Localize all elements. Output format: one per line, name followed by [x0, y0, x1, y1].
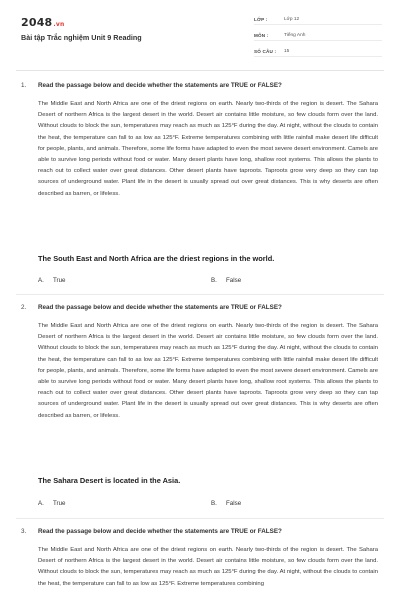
meta-value: Lớp 12 — [284, 16, 300, 22]
question-separator — [16, 294, 384, 295]
option-letter: A. — [38, 277, 44, 284]
reading-passage: The Middle East and North Africa are one of the driest regions on earth. Nearly two-thirds of the region is desert. The Sahara Desert of northern Africa is the largest desert in the world. Desert air contains little moisture, so few clouds form over the land. Without clouds to block the sun, temperatures may reach as much as 125°F during the day. At night, without the clouds to contain the heat, the temperature can fall to as low as 125°F. Extreme temperatures combining — [38, 547, 378, 587]
option-b[interactable] — [211, 277, 241, 284]
instruction-text: Read the passage below and decide whether the statements are TRUE or FALSE? — [38, 82, 282, 89]
question-instruction — [21, 304, 381, 311]
meta-row-class — [254, 14, 382, 25]
page-header — [0, 0, 400, 70]
question-separator — [16, 518, 384, 519]
logo-text: 2048 — [21, 16, 53, 29]
meta-value: 15 — [284, 48, 290, 54]
question-number: 1. — [21, 82, 27, 89]
meta-value: Tiếng Anh — [284, 32, 306, 38]
option-text: True — [53, 500, 66, 507]
question-instruction — [21, 82, 381, 89]
meta-row-count — [254, 46, 382, 57]
option-letter: B. — [211, 277, 217, 284]
meta-label: LỚP : — [254, 16, 268, 22]
meta-row-subject — [254, 30, 382, 41]
worksheet-meta — [254, 14, 382, 62]
meta-label: MÔN : — [254, 32, 269, 38]
option-letter: B. — [211, 500, 217, 507]
question-statement: The Sahara Desert is located in the Asia. — [38, 476, 181, 485]
option-text: True — [53, 277, 66, 284]
header-divider — [16, 70, 384, 71]
option-a[interactable] — [38, 500, 66, 507]
meta-label: SỐ CÂU : — [254, 48, 277, 54]
reading-passage: The Middle East and North Africa are one of the driest regions on earth. Nearly two-thirds of the region is desert. The Sahara Desert of northern Africa is the largest desert in the world. Desert air contains little moisture, so few clouds form over the land. Without clouds to block the sun, temperatures may reach as much as 125°F during the day. At night, without the clouds to contain the heat, the temperature can fall to as low as 125°F. Extreme temperatures combining with little rainfall make desert life difficult for people, plants, and animals. Therefore, some life forms have adapted to even the most severe desert environment. Camels are able to survive long periods without food or water. Many desert plants have long, shallow root systems. This allows the plants to reach out to collect water over great distances. Other desert plants have taproots. Taproots grow very deep so they can tap sources of underground water. Plant life in the desert is usually spread out over great distances. This is why deserts are often described as barren, or lifeless. — [38, 323, 378, 419]
option-letter: A. — [38, 500, 44, 507]
instruction-text: Read the passage below and decide whether the statements are TRUE or FALSE? — [38, 304, 282, 311]
reading-passage: The Middle East and North Africa are one of the driest regions on earth. Nearly two-thirds of the region is desert. The Sahara Desert of northern Africa is the largest desert in the world. Desert air contains little moisture, so few clouds form over the land. Without clouds to block the sun, temperatures may reach as much as 125°F during the day. At night, without the clouds to contain the heat, the temperature can fall to as low as 125°F. Extreme temperatures combining with little rainfall make desert life difficult for people, plants, and animals. Therefore, some life forms have adapted to even the most severe desert environment. Camels are able to survive long periods without food or water. Many desert plants have long, shallow root systems. This allows the plants to reach out to collect water over great distances. Other desert plants have taproots. Taproots grow very deep so they can tap sources of underground water. Plant life in the desert is usually spread out over great distances. This is why deserts are often described as barren, or lifeless. — [38, 101, 378, 197]
option-b[interactable] — [211, 500, 241, 507]
worksheet-title: Bài tập Trắc nghiệm Unit 9 Reading — [21, 33, 142, 42]
question-3 — [0, 528, 400, 600]
question-number: 3. — [21, 528, 27, 535]
question-statement: The South East and North Africa are the driest regions in the world. — [38, 254, 275, 263]
option-a[interactable] — [38, 277, 66, 284]
logo-tld: .vn — [53, 21, 65, 28]
site-logo[interactable] — [21, 16, 64, 29]
option-text: False — [226, 277, 242, 284]
question-number: 2. — [21, 304, 27, 311]
option-text: False — [226, 500, 242, 507]
question-instruction — [21, 528, 381, 535]
instruction-text: Read the passage below and decide whether the statements are TRUE or FALSE? — [38, 528, 282, 535]
